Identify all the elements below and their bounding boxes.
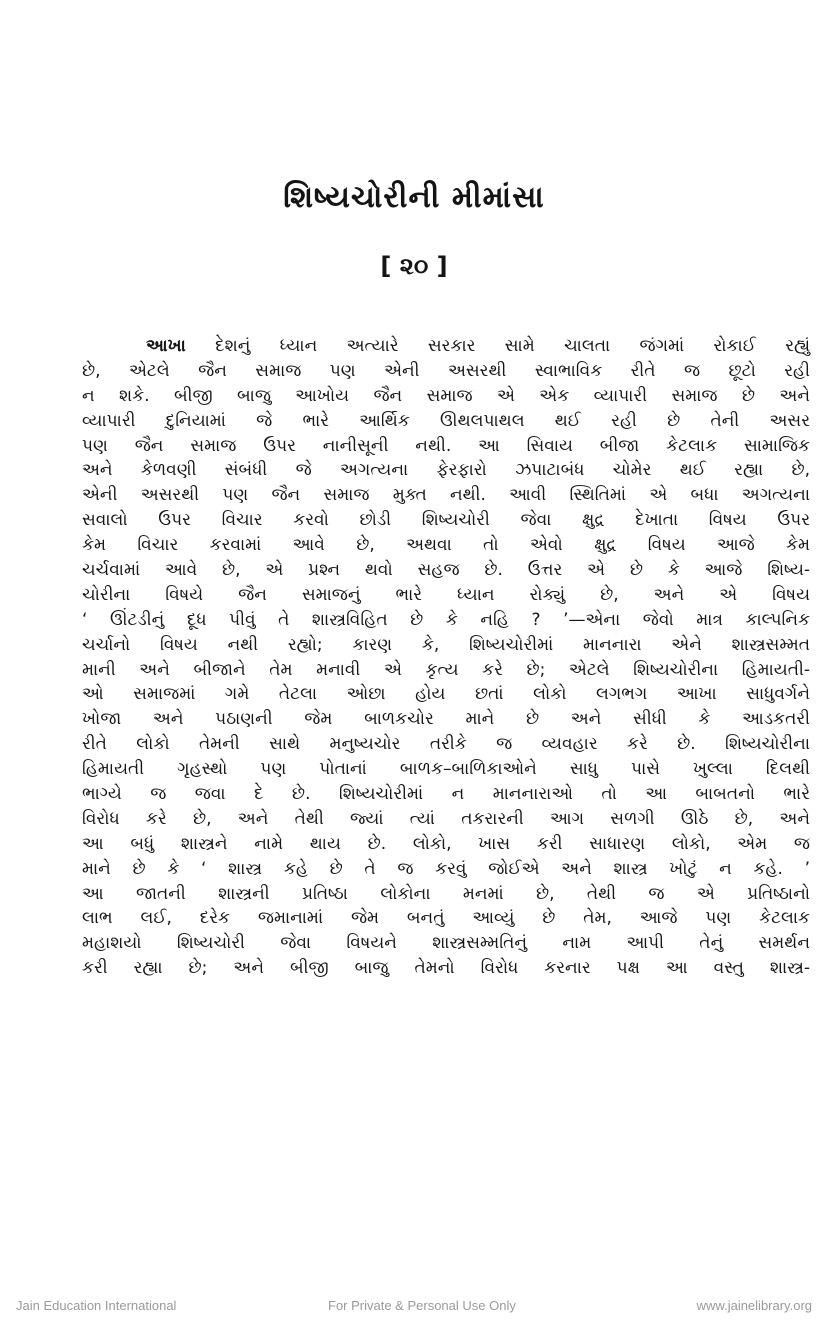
text-line: માને છે કે ‘ શાસ્ત્ર કહે છે તે જ કરવું જોઈએ અને શાસ્ત્ર ખોટું ન કહે. ’ [82, 858, 810, 879]
chapter-title: શિષ્યચોરીની મીમાંસા [283, 180, 545, 215]
text-line: ચર્ચાનો વિષય નથી રહ્યો; કારણ કે, શિષ્યચોરીમાં માનનારા એને શાસ્ત્રસમ્મત [82, 634, 810, 655]
text-line: મહાશયો શિષ્યચોરી જેવા વિષયને શાસ્ત્રસમ્મતિનું નામ આપી તેનું સમર્થન [82, 933, 810, 954]
text-line: આ બધું શાસ્ત્રને નામે થાય છે. લોકો, ખાસ કરી સાધારણ લોકો, એમ જ [82, 833, 810, 854]
text-line: વિરોધ કરે છે, અને તેથી જ્યાં ત્યાં તકરારની આગ સળગી ઊઠે છે, અને [82, 808, 810, 829]
lead-word: આખા [146, 336, 186, 356]
text-line: અને કેળવણી સંબંધી જે અગત્યના ફેરફારો ઝપાટાબંધ ચોમેર થઈ રહ્યા છે, [82, 460, 810, 481]
text-line: ખોજા અને પઠાણની જેમ બાળકચોર માને છે અને સીધી કે આડકતરી [82, 709, 810, 730]
footer-publisher: Jain Education International [16, 1298, 177, 1313]
text-line: ઓ સમાજમાં ગમે તેટલા ઓછા હોય છતાં લોકો લગભગ આખા સાધુવર્ગને [82, 684, 810, 705]
footer-website-link[interactable]: www.jainelibrary.org [696, 1298, 812, 1313]
text-line: કેમ વિચાર કરવામાં આવે છે, અથવા તો એવો ક્ષુદ્ર વિષય આજે કેમ [82, 535, 810, 556]
text-line: રીતે લોકો તેમની સાથે મનુષ્યચોર તરીકે જ વ્યવહાર કરે છે. શિષ્યચોરીના [82, 734, 810, 755]
line-text: દેશનું ધ્યાન અત્યારે સરકાર સામે ચાલતા જંગમાં રોકાઈ રહ્યું [185, 336, 810, 356]
footer-usage-notice: For Private & Personal Use Only [328, 1298, 516, 1313]
text-line [82, 334, 810, 359]
text-line: કરી રહ્યા છે; અને બીજી બાજુ તેમનો વિરોધ કરનાર પક્ષ આ વસ્તુ શાસ્ત્ર- [82, 958, 810, 979]
body-paragraph [82, 334, 822, 981]
text-line: પણ જૈન સમાજ ઉપર નાનીસૂની નથી. આ સિવાય બીજા કેટલાક સામાજિક [82, 435, 810, 456]
chapter-number: [ ૨૦ ] [380, 252, 448, 280]
text-line: ભાગ્યે જ જવા દે છે. શિષ્યચોરીમાં ન માનનારાઓ તો આ બાબતનો ભારે [82, 784, 810, 805]
text-line: એની અસરથી પણ જૈન સમાજ મુક્ત નથી. આવી સ્થિતિમાં એ બધા અગત્યના [82, 485, 810, 506]
text-line: હિમાયતી ગૃહસ્થો પણ પોતાનાં બાળક–બાળિકાઓને સાધુ પાસે ખુલ્લા દિલથી [82, 759, 810, 780]
text-line: માની અને બીજાને તેમ મનાવી એ કૃત્ય કરે છે; એટલે શિષ્યચોરીના હિમાયતી- [82, 659, 810, 680]
page-footer [0, 1298, 828, 1318]
text-line: છે, એટલે જૈન સમાજ પણ એની અસરથી સ્વાભાવિક રીતે જ છૂટો રહી [82, 360, 810, 381]
text-line: ન શકે. બીજી બાજુ આખોય જૈન સમાજ એ એક વ્યાપારી સમાજ છે અને [82, 385, 810, 406]
text-line: સવાલો ઉપર વિચાર કરવો છોડી શિષ્યચોરી જેવા ક્ષુદ્ર દેખાતા વિષય ઉપર [82, 510, 810, 531]
text-line: ચર્ચવામાં આવે છે, એ પ્રશ્ન થવો સહજ છે. ઉત્તર એ છે કે આજે શિષ્ય- [82, 560, 810, 581]
text-line: વ્યાપારી દુનિયામાં જે ભારે આર્થિક ઊથલપાથલ થઈ રહી છે તેની અસર [82, 410, 810, 431]
text-line: લાભ લઈ, દરેક જમાનામાં જેમ બનતું આવ્યું છે તેમ, આજે પણ કેટલાક [82, 908, 810, 929]
text-line: ચોરીના વિષયે જૈન સમાજનું ભારે ધ્યાન રોક્યું છે, અને એ વિષય [82, 584, 810, 605]
text-line: આ જાતની શાસ્ત્રની પ્રતિષ્ઠા લોકોના મનમાં છે, તેથી જ એ પ્રતિષ્ઠાનો [82, 883, 810, 904]
text-line: ‘ ઊંટડીનું દૂધ પીવું તે શાસ્ત્રવિહિત છે કે નહિ ? ’—એના જેવો માત્ર કાલ્પનિક [82, 609, 810, 630]
